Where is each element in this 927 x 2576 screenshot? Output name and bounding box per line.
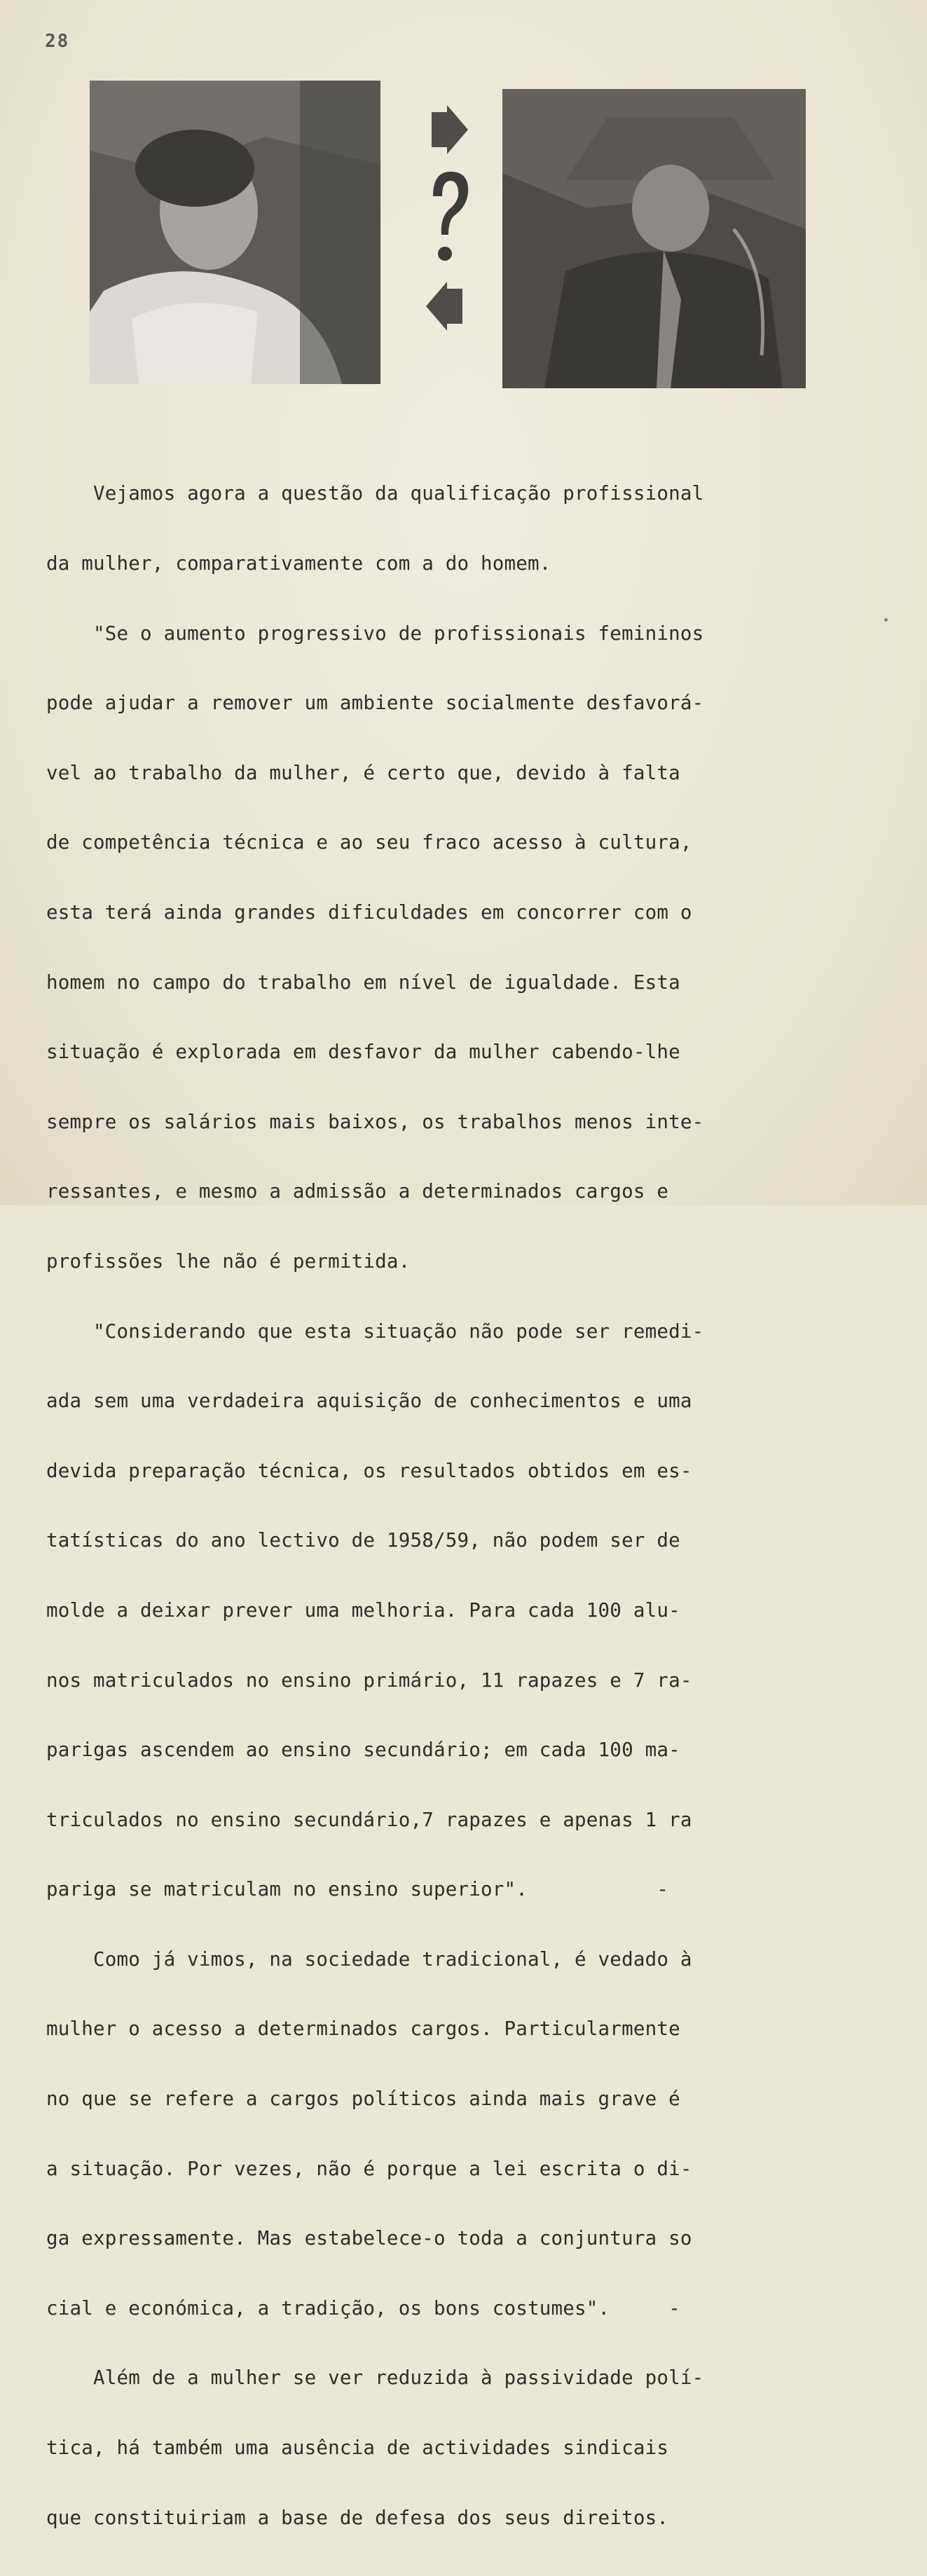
article-body — [46, 436, 845, 2576]
body-line: cial e económica, a tradição, os bons costumes". - — [46, 2296, 680, 2320]
body-line: triculados no ensino secundário,7 rapazes e apenas 1 ra — [46, 1808, 692, 1831]
arrow-right-icon — [432, 105, 468, 154]
body-line: profissões lhe não é permitida. — [46, 1249, 411, 1273]
body-line: que constituiriam a base de defesa dos seus direitos. — [46, 2506, 669, 2529]
body-line: ga expressamente. Mas estabelece-o toda a conjuntura so — [46, 2227, 692, 2250]
body-line: Como já vimos, na sociedade tradicional, é vedado à — [46, 1947, 692, 1971]
body-line: ressantes, e mesmo a admissão a determinados cargos e — [46, 1180, 669, 1203]
body-line: Vejamos agora a questão da qualificação profissional — [46, 482, 704, 505]
body-line: da mulher, comparativamente com a do homem. — [46, 552, 551, 575]
body-line: parigas ascendem ao ensino secundário; em cada 100 ma- — [46, 1739, 680, 1762]
man-with-hat-photo — [502, 89, 806, 388]
body-line: molde a deixar prever uma melhoria. Para cada 100 alu- — [46, 1598, 680, 1622]
question-mark-icon — [433, 172, 468, 261]
body-line: vel ao trabalho da mulher, é certo que, devido à falta — [46, 761, 680, 784]
body-line: esta terá ainda grandes dificuldades em concorrer com o — [46, 900, 692, 924]
body-line: "Considerando que esta situação não pode ser remedi- — [46, 1320, 704, 1343]
man-photo-image — [502, 89, 806, 388]
body-line: homem no campo do trabalho em nível de igualdade. Esta — [46, 971, 680, 994]
body-line: nos matriculados no ensino primário, 11 rapazes e 7 ra- — [46, 1669, 692, 1692]
body-line: pode ajudar a remover um ambiente socialmente desfavorá- — [46, 692, 704, 715]
body-line: pariga se matriculam no ensino superior". - — [46, 1878, 669, 1901]
body-line: mulher o acesso a determinados cargos. Particularmente — [46, 2017, 680, 2041]
comparison-symbols — [419, 105, 475, 357]
page-number: 28 — [45, 31, 70, 52]
body-line: de competência técnica e ao seu fraco acesso à cultura, — [46, 831, 692, 854]
woman-portrait-photo — [90, 81, 380, 384]
body-line: devida preparação técnica, os resultados obtidos em es- — [46, 1459, 692, 1482]
body-line: Além de a mulher se ver reduzida à passividade polí- — [46, 2366, 704, 2390]
body-line: ada sem uma verdadeira aquisição de conhecimentos e uma — [46, 1390, 692, 1413]
woman-photo-image — [90, 81, 380, 384]
body-line: a situação. Por vezes, não é porque a lei escrita o di- — [46, 2157, 692, 2180]
arrow-left-icon — [426, 282, 462, 331]
body-line: "Se o aumento progressivo de profissionais femininos — [46, 622, 704, 645]
body-line: no que se refere a cargos políticos ainda mais grave é — [46, 2088, 680, 2111]
ink-speck — [884, 618, 888, 622]
body-line: tatísticas do ano lectivo de 1958/59, não podem ser de — [46, 1529, 680, 1552]
body-line: tica, há também uma ausência de actividades sindicais — [46, 2437, 669, 2460]
body-line: situação é explorada em desfavor da mulher cabendo-lhe — [46, 1041, 680, 1064]
body-line: sempre os salários mais baixos, os trabalhos menos inte- — [46, 1110, 704, 1133]
